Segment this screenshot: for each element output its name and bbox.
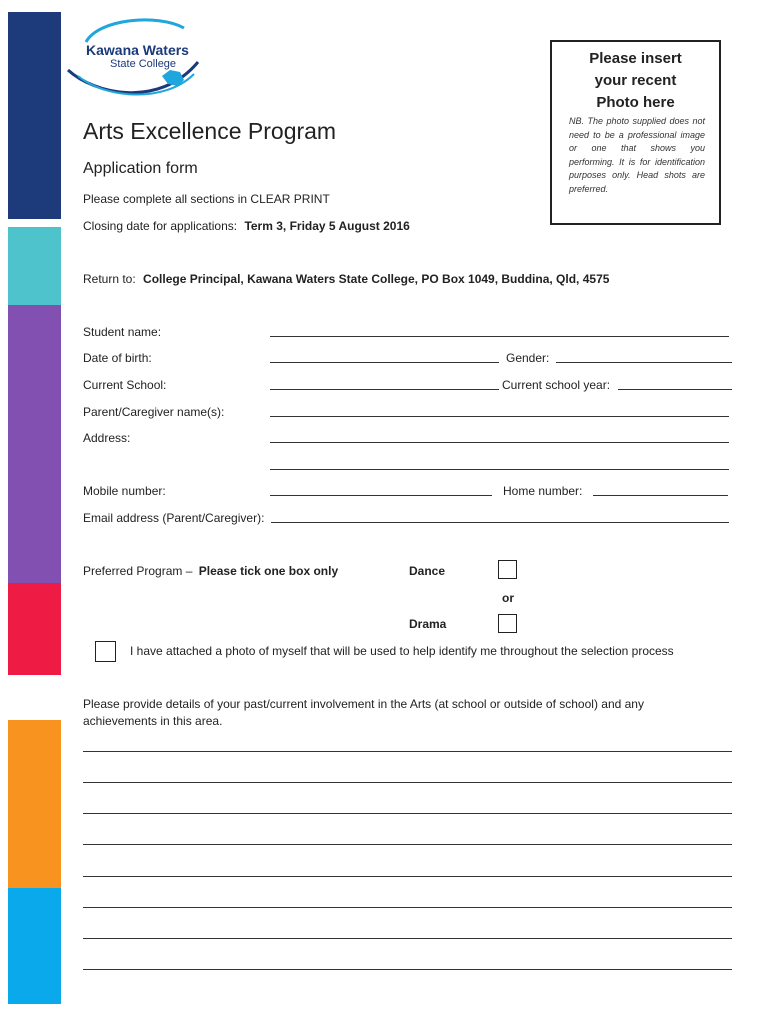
email-label: Email address (Parent/Caregiver): [83, 511, 265, 525]
closing-date-row [83, 219, 410, 233]
email-field[interactable] [271, 522, 729, 523]
gender-label: Gender: [506, 351, 550, 365]
color-bar-red [8, 583, 61, 675]
logo-text-line1: Kawana Waters [86, 42, 189, 58]
details-line-2[interactable] [83, 782, 732, 783]
current-school-year-field[interactable] [618, 389, 732, 390]
details-prompt-line1: Please provide details of your past/current involvement in the Arts (at school or outside of school) and any [83, 697, 644, 711]
mobile-field[interactable] [270, 495, 492, 496]
preferred-program-row [83, 564, 338, 578]
photo-heading-line1: Please insert [589, 50, 682, 67]
details-prompt-line2: achievements in this area. [83, 714, 223, 728]
parent-name-field[interactable] [270, 416, 729, 417]
dance-checkbox[interactable] [498, 560, 517, 579]
color-bar-orange [8, 720, 61, 888]
details-line-8[interactable] [83, 969, 732, 970]
or-label: or [502, 591, 514, 605]
photo-attached-label: I have attached a photo of myself that will be used to help identify me throughout the selection process [130, 644, 674, 658]
color-bar-teal [8, 227, 61, 305]
dob-field[interactable] [270, 362, 499, 363]
home-field[interactable] [593, 495, 728, 496]
address-label: Address: [83, 431, 131, 445]
drama-checkbox[interactable] [498, 614, 517, 633]
student-name-label: Student name: [83, 325, 162, 339]
return-row [83, 272, 609, 286]
color-bar-purple [8, 305, 61, 583]
photo-note: NB. The photo supplied does not need to be a professional image or one that shows you performing. It is for identification purposes only. Head shots are preferred. [569, 116, 705, 194]
page-subtitle: Application form [83, 160, 198, 177]
closing-date-label: Closing date for applications: [83, 219, 238, 233]
return-address: College Principal, Kawana Waters State College, PO Box 1049, Buddina, Qld, 4575 [143, 272, 610, 286]
preferred-program-instruction: Please tick one box only [198, 564, 339, 578]
dance-label: Dance [409, 564, 446, 578]
current-school-label: Current School: [83, 378, 167, 392]
address-field-line1[interactable] [270, 442, 729, 443]
student-name-field[interactable] [270, 336, 729, 337]
details-line-6[interactable] [83, 907, 732, 908]
dob-label: Date of birth: [83, 351, 152, 365]
logo-text-line2: State College [110, 58, 177, 70]
photo-heading-line3: Photo here [596, 94, 675, 111]
preferred-program-label: Preferred Program – [83, 564, 193, 578]
color-bar-navy [8, 12, 61, 219]
drama-label: Drama [409, 617, 447, 631]
instruction-text: Please complete all sections in CLEAR PRINT [83, 192, 330, 206]
page-title: Arts Excellence Program [83, 118, 337, 144]
details-line-4[interactable] [83, 844, 732, 845]
parent-name-label: Parent/Caregiver name(s): [83, 405, 225, 419]
address-field-line2[interactable] [270, 469, 729, 470]
gender-field[interactable] [556, 362, 732, 363]
photo-heading [552, 48, 719, 114]
details-line-5[interactable] [83, 876, 732, 877]
photo-heading-line2: your recent [594, 72, 677, 89]
return-label: Return to: [83, 272, 136, 286]
photo-attached-checkbox[interactable] [95, 641, 116, 662]
current-school-field[interactable] [270, 389, 499, 390]
photo-box [550, 40, 721, 225]
current-school-year-label: Current school year: [502, 378, 611, 392]
home-label: Home number: [503, 484, 583, 498]
closing-date-value: Term 3, Friday 5 August 2016 [244, 219, 410, 233]
color-bar-blue [8, 888, 61, 1004]
details-line-1[interactable] [83, 751, 732, 752]
mobile-label: Mobile number: [83, 484, 166, 498]
details-line-7[interactable] [83, 938, 732, 939]
details-line-3[interactable] [83, 813, 732, 814]
